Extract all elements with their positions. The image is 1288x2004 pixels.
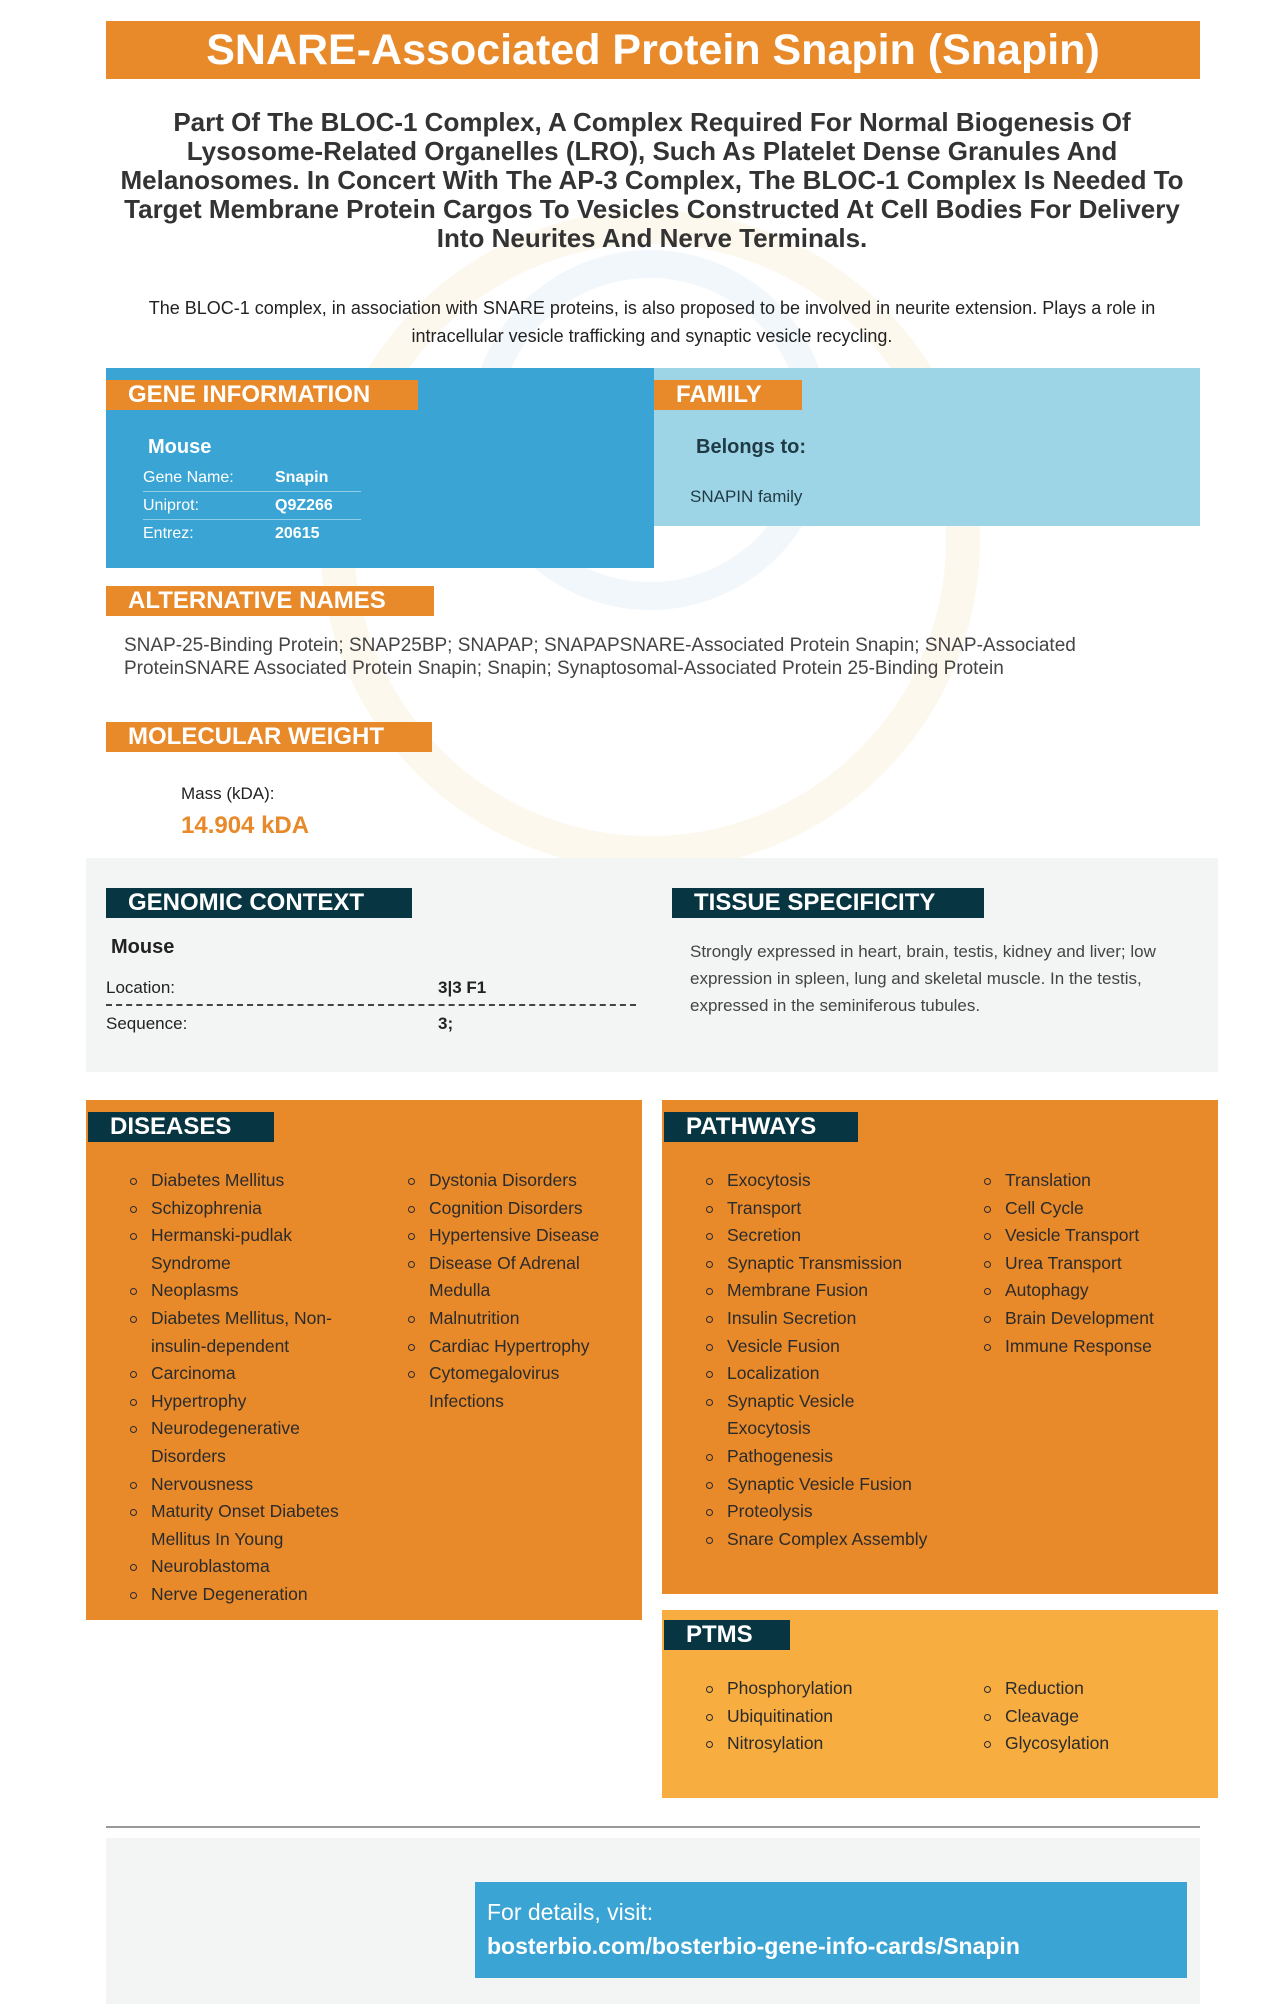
list-item: Carcinoma xyxy=(130,1360,362,1388)
genomic-context-heading: GENOMIC CONTEXT xyxy=(106,888,412,918)
details-link-box[interactable] xyxy=(475,1882,1187,1978)
list-item: Diabetes Mellitus xyxy=(130,1167,362,1195)
list-item: Phosphorylation xyxy=(706,1675,938,1703)
list-item: Translation xyxy=(984,1167,1206,1195)
gene-info-label: Uniprot: xyxy=(143,496,200,514)
family-value: SNAPIN family xyxy=(690,487,803,506)
gene-info-value: Snapin xyxy=(275,468,329,486)
details-label: For details, visit: xyxy=(487,1899,654,1925)
diseases-list-col2 xyxy=(408,1167,630,1415)
genomic-label: Sequence: xyxy=(106,1014,188,1033)
gene-info-row xyxy=(143,492,361,520)
molecular-weight-heading: MOLECULAR WEIGHT xyxy=(106,722,432,752)
list-item: Autophagy xyxy=(984,1277,1206,1305)
gene-information-heading: GENE INFORMATION xyxy=(106,380,418,410)
list-item: Neuroblastoma xyxy=(130,1553,362,1581)
list-item: Urea Transport xyxy=(984,1250,1206,1278)
page-title: SNARE-Associated Protein Snapin (Snapin) xyxy=(106,21,1200,79)
pathways-list-col1 xyxy=(706,1167,938,1553)
gene-info-value: Q9Z266 xyxy=(275,496,333,514)
family-heading: FAMILY xyxy=(654,380,802,410)
list-item: Secretion xyxy=(706,1222,938,1250)
ptms-list-col2 xyxy=(984,1675,1206,1758)
gene-info-table xyxy=(143,464,361,548)
mass-label: Mass (kDA): xyxy=(181,784,275,803)
list-item: Proteolysis xyxy=(706,1498,938,1526)
pathways-heading: PATHWAYS xyxy=(664,1112,858,1142)
ptms-heading: PTMS xyxy=(664,1620,790,1650)
genomic-species: Mouse xyxy=(111,936,175,958)
list-item: Glycosylation xyxy=(984,1730,1206,1758)
ptms-list-col1 xyxy=(706,1675,938,1758)
list-item: Immune Response xyxy=(984,1333,1206,1361)
description: The BLOC-1 complex, in association with SNARE proteins, is also proposed to be involved in neurite extension. Plays a role in intracellular vesicle trafficking and synaptic vesicle recycling. xyxy=(148,298,1156,346)
list-item: Vesicle Transport xyxy=(984,1222,1206,1250)
list-item: Hypertrophy xyxy=(130,1388,362,1416)
list-item: Hermanski-pudlak Syndrome xyxy=(130,1222,362,1277)
list-item: Pathogenesis xyxy=(706,1443,938,1471)
list-item: Insulin Secretion xyxy=(706,1305,938,1333)
alternative-names-text: SNAP-25-Binding Protein; SNAP25BP; SNAPAP; SNAPAPSNARE-Associated Protein Snapin; SNAP-Associated ProteinSNARE Associated Protein Snapin; Snapin; Synaptosomal-Associated Protein 25-Binding Protein xyxy=(124,635,1076,679)
gene-info-row xyxy=(143,464,361,492)
list-item: Dystonia Disorders xyxy=(408,1167,630,1195)
list-item: Brain Development xyxy=(984,1305,1206,1333)
list-item: Hypertensive Disease xyxy=(408,1222,630,1250)
diseases-list-col1 xyxy=(130,1167,362,1609)
list-item: Nervousness xyxy=(130,1471,362,1499)
list-item: Diabetes Mellitus, Non-insulin-dependent xyxy=(130,1305,362,1360)
details-link[interactable]: bosterbio.com/bosterbio-gene-info-cards/Snapin xyxy=(487,1933,1020,1959)
function-summary: Part Of The BLOC-1 Complex, A Complex Required For Normal Biogenesis Of Lysosome-Related Organelles (LRO), Such As Platelet Dense Granules And Melanosomes. In Concert With The AP-3 Complex, The BLOC-1 Complex Is Needed To Target Membrane Protein Cargos To Vesicles Constructed At Cell Bodies For Delivery Into Neurites And Nerve Terminals. xyxy=(120,107,1184,253)
tissue-specificity-heading: TISSUE SPECIFICITY xyxy=(672,888,984,918)
list-item: Nerve Degeneration xyxy=(130,1581,362,1609)
gene-info-label: Entrez: xyxy=(143,525,194,542)
genomic-label: Location: xyxy=(106,978,175,997)
list-item: Transport xyxy=(706,1195,938,1223)
list-item: Cognition Disorders xyxy=(408,1195,630,1223)
genomic-sequence-row xyxy=(106,1008,634,1040)
list-item: Localization xyxy=(706,1360,938,1388)
family-label: Belongs to: xyxy=(696,436,806,458)
gene-info-row xyxy=(143,520,361,548)
list-item: Cardiac Hypertrophy xyxy=(408,1333,630,1361)
list-item: Synaptic Transmission xyxy=(706,1250,938,1278)
list-item: Exocytosis xyxy=(706,1167,938,1195)
list-item: Disease Of Adrenal Medulla xyxy=(408,1250,630,1305)
list-item: Cleavage xyxy=(984,1703,1206,1731)
gene-species: Mouse xyxy=(148,436,212,458)
list-item: Vesicle Fusion xyxy=(706,1333,938,1361)
gene-info-label: Gene Name: xyxy=(143,468,234,486)
genomic-value: 3|3 F1 xyxy=(438,978,487,997)
list-item: Membrane Fusion xyxy=(706,1277,938,1305)
list-item: Neoplasms xyxy=(130,1277,362,1305)
list-item: Malnutrition xyxy=(408,1305,630,1333)
tissue-specificity-text: Strongly expressed in heart, brain, testis, kidney and liver; low expression in spleen, lung and skeletal muscle. In the testis, expressed in the seminiferous tubules. xyxy=(690,942,1156,1015)
diseases-heading: DISEASES xyxy=(88,1112,274,1142)
list-item: Reduction xyxy=(984,1675,1206,1703)
footer-divider xyxy=(106,1826,1200,1828)
list-item: Schizophrenia xyxy=(130,1195,362,1223)
list-item: Cell Cycle xyxy=(984,1195,1206,1223)
list-item: Ubiquitination xyxy=(706,1703,938,1731)
dashed-divider xyxy=(106,1004,636,1006)
alternative-names-heading: ALTERNATIVE NAMES xyxy=(106,586,434,616)
list-item: Nitrosylation xyxy=(706,1730,938,1758)
list-item: Snare Complex Assembly xyxy=(706,1526,938,1554)
gene-info-value: 20615 xyxy=(275,525,320,542)
list-item: Cytomegalovirus Infections xyxy=(408,1360,630,1415)
pathways-list-col2 xyxy=(984,1167,1206,1360)
list-item: Neurodegenerative Disorders xyxy=(130,1415,362,1470)
list-item: Synaptic Vesicle Exocytosis xyxy=(706,1388,938,1443)
genomic-value: 3; xyxy=(438,1014,454,1033)
mass-value: 14.904 kDA xyxy=(181,812,310,839)
genomic-location-row xyxy=(106,972,634,1004)
list-item: Synaptic Vesicle Fusion xyxy=(706,1471,938,1499)
list-item: Maturity Onset Diabetes Mellitus In Young xyxy=(130,1498,362,1553)
